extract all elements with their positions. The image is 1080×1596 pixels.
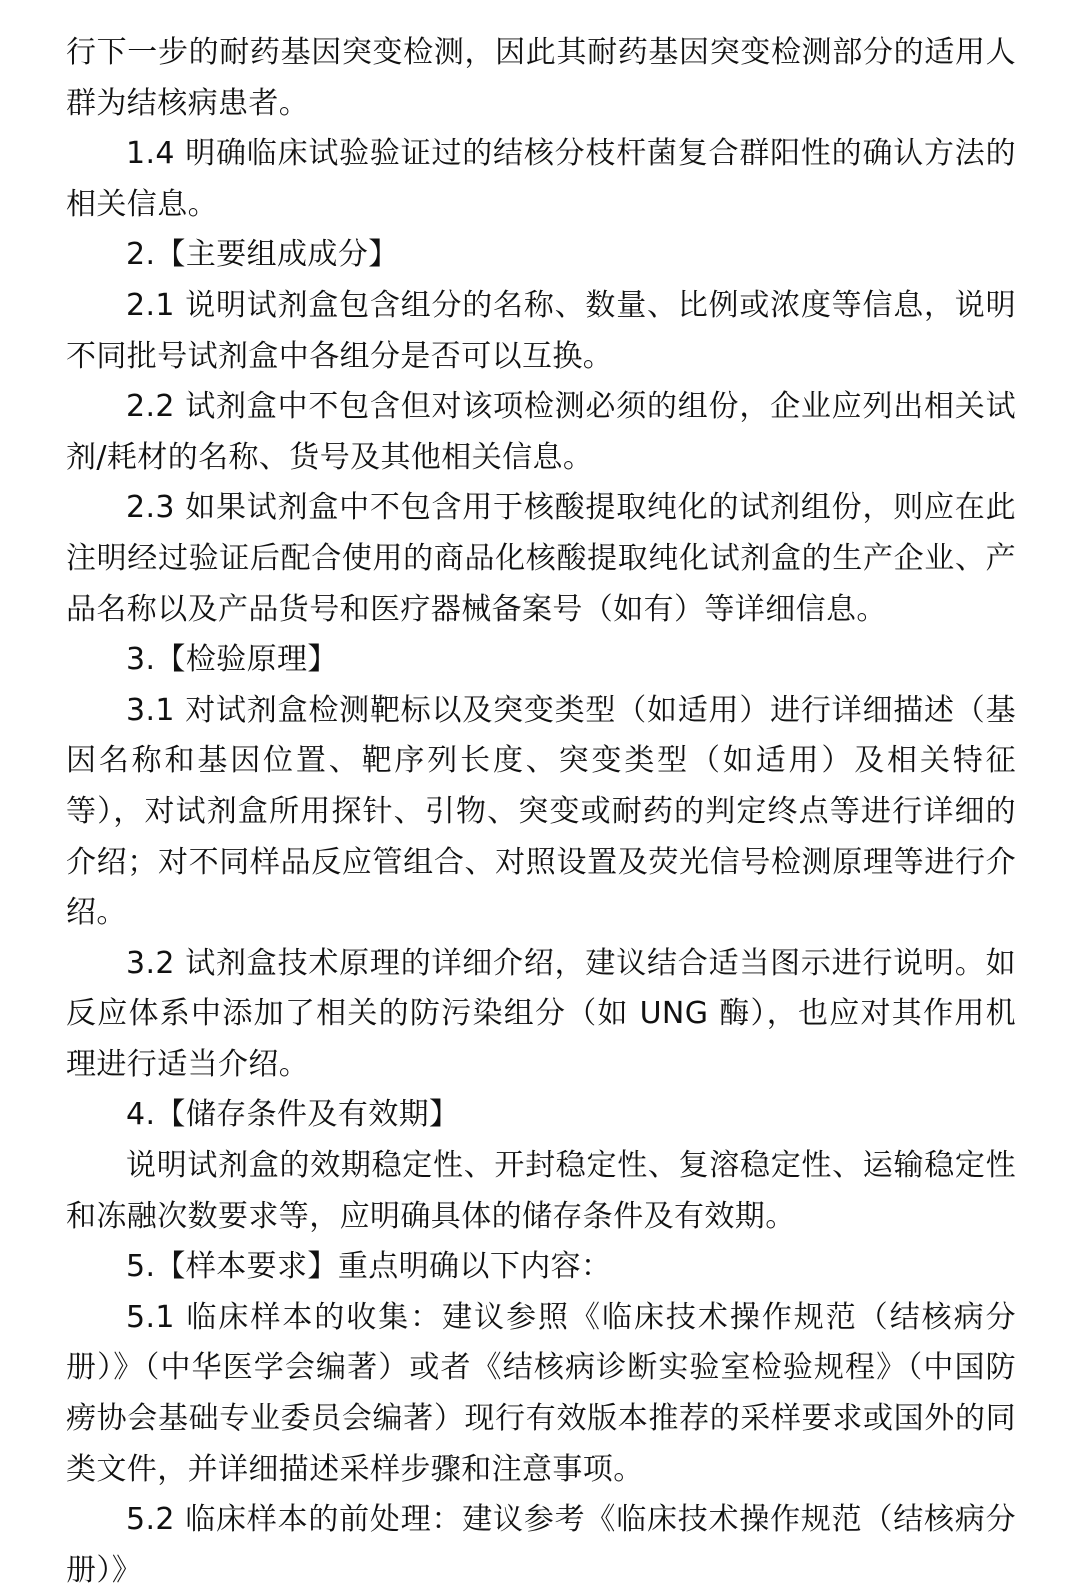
heading-storage-conditions: 4.【储存条件及有效期】	[126, 1097, 460, 1133]
paragraph-2-1: 2.1 说明试剂盒包含组分的名称、数量、比例或浓度等信息，说明不同批号试剂盒中各组分是否可以互换。	[66, 287, 1016, 374]
paragraph-storage-stability: 说明试剂盒的效期稳定性、开封稳定性、复溶稳定性、运输稳定性和冻融次数要求等，应明确具体的储存条件及有效期。	[66, 1148, 1016, 1234]
paragraph-3-2: 3.2 试剂盒技术原理的详细介绍，建议结合适当图示进行说明。如反应体系中添加了相关的防污染组分（如 UNG 酶），也应对其作用机理进行适当介绍。	[66, 945, 1016, 1082]
paragraph-3-1: 3.1 对试剂盒检测靶标以及突变类型（如适用）进行详细描述（基因名称和基因位置、靶序列长度、突变类型（如适用）及相关特征等），对试剂盒所用探针、引物、突变或耐药的判定终点等进行详细的介绍；对不同样品反应管组合、对照设置及荧光信号检测原理等进行介绍。	[66, 692, 1016, 931]
paragraph-5-2: 5.2 临床样本的前处理：建议参考《临床技术操作规范（结核病分册）》	[66, 1502, 1016, 1588]
heading-sample-requirements: 5.【样本要求】重点明确以下内容：	[126, 1249, 612, 1285]
paragraph-2-3: 2.3 如果试剂盒中不包含用于核酸提取纯化的试剂组份，则应在此注明经过验证后配合使用的商品化核酸提取纯化试剂盒的生产企业、产品名称以及产品货号和医疗器械备案号（如有）等详细信息。	[66, 490, 1016, 627]
paragraph-5-1: 5.1 临床样本的收集：建议参照《临床技术操作规范（结核病分册）》（中华医学会编著）或者《结核病诊断实验室检验规程》（中国防痨协会基础专业委员会编著）现行有效版本推荐的采样要求或国外的同类文件，并详细描述采样步骤和注意事项。	[66, 1299, 1016, 1487]
paragraph-tb-population: 行下一步的耐药基因突变检测，因此其耐药基因突变检测部分的适用人群为结核病患者。	[66, 35, 1016, 121]
heading-main-components: 2.【主要组成成分】	[126, 237, 399, 273]
paragraph-1-4: 1.4 明确临床试验验证过的结核分枝杆菌复合群阳性的确认方法的相关信息。	[66, 136, 1016, 222]
paragraph-2-2: 2.2 试剂盒中不包含但对该项检测必须的组份，企业应列出相关试剂/耗材的名称、货号及其他相关信息。	[66, 389, 1016, 475]
document-page	[66, 28, 1016, 1596]
heading-test-principle: 3.【检验原理】	[126, 642, 338, 678]
